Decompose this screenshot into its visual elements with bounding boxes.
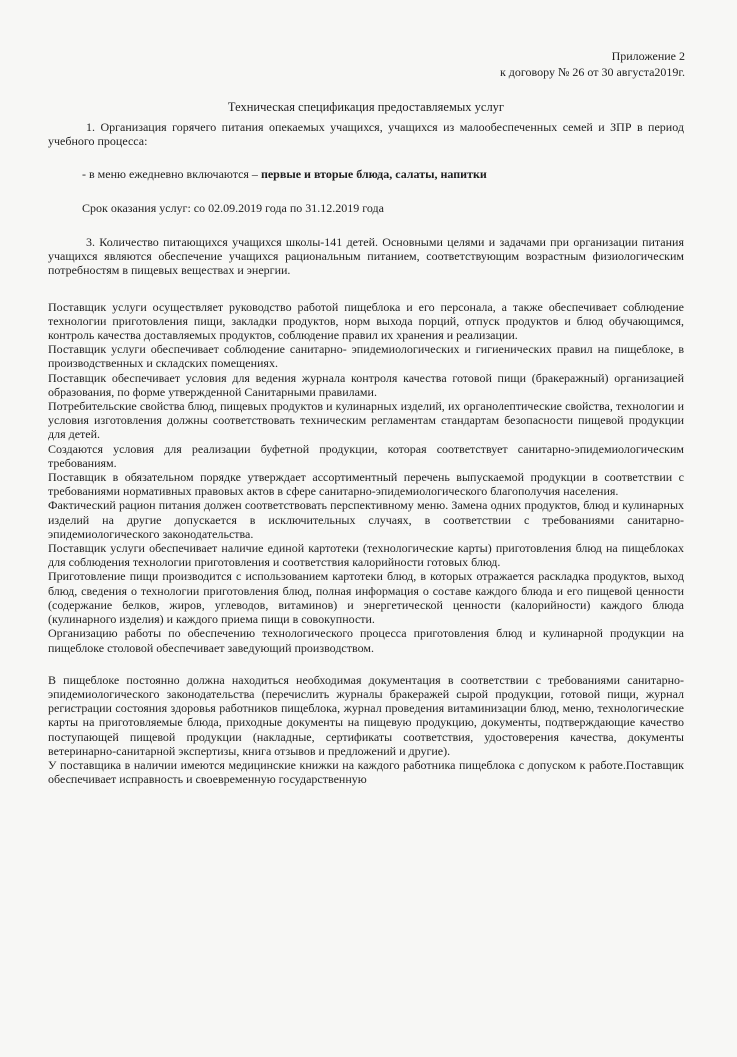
- service-term: Срок оказания услуг: со 02.09.2019 года по 31.12.2019 года: [82, 200, 384, 215]
- contract-reference: к договору № 26 от 30 августа2019г.: [499, 65, 685, 79]
- menu-line: [82, 167, 684, 181]
- document-title: Техническая спецификация предоставляемых услуг: [227, 100, 505, 114]
- paragraph: Поставщик услуги обеспечивает соблюдение санитарно- эпидемиологических и гигиенических правил на пищеблоке, в производственных и складских помещениях.: [48, 342, 684, 371]
- appendix-note: [500, 48, 685, 80]
- paragraph: В пищеблоке постоянно должна находиться необходимая документация в соответствии с требованиями санитарно-эпидемиологического законодательства (перечислить журналы бракеражей сырой продукции, готовой пищи, журнал регистрации состояния здоровья работников пищеблока, журнал проведения витаминизации блюд, меню, технологические карты на приготовляемые блюда, приходные документы на пищевую продукцию, документы, подтверждающие качество поступающей пищевой продукции (накладные, сертификаты соответствия, удостоверения качества, документы ветеринарно-санитарной экспертизы, книга отзывов и предложений и другие).: [48, 672, 684, 758]
- paragraph: Поставщик услуги обеспечивает наличие единой картотеки (технологические карты) приготовления блюд на пищеблоках для соблюдения технологии приготовления и соответствия калорийности готовых блюд.: [48, 541, 684, 570]
- appendix-number: Приложение 2: [611, 49, 685, 63]
- menu-items: первые и вторые блюда, салаты, напитки: [260, 166, 487, 181]
- document-body: [48, 100, 684, 786]
- paragraph: У поставщика в наличии имеются медицинские книжки на каждого работника пищеблока с допуском к работе.Поставщик обеспечивает исправность и своевременную государственную: [48, 757, 684, 787]
- section-1: 1. Организация горячего питания опекаемых учащихся, учащихся из малообеспеченных семей и ЗПР в период учебного процесса:: [48, 120, 684, 149]
- paragraph: Приготовление пищи производится с использованием картотеки блюд, в которых отражается раскладка продуктов, выход блюд, сведения о технологии приготовления блюд, полная информация о составе каждого блюда и его пищевой ценности (содержание белков, жиров, углеводов, витаминов) и энергетической ценности (калорийности) каждого блюда (кулинарного изделия) и каждого приема пищи в совокупности.: [48, 569, 684, 627]
- paragraph: Поставщик в обязательном порядке утверждает ассортиментный перечень выпускаемой продукции в соответствии с требованиями нормативных правовых актов в сфере санитарно-эпидемиологического благополучия населения.: [48, 470, 684, 499]
- menu-prefix: - в меню ежедневно включаются –: [82, 166, 261, 181]
- paragraph: Потребительские свойства блюд, пищевых продуктов и кулинарных изделий, их органолептические свойства, технологии и условия изготовления должны соответствовать техническим регламентам стандартам безопасности пищевой продукции для детей.: [48, 399, 684, 442]
- documentation-list: [48, 673, 684, 787]
- paragraph: Поставщик услуги осуществляет руководство работой пищеблока и его персонала, а также обеспечивает соблюдение технологии приготовления пищи, закладки продуктов, норм выхода порций, отпуск продуктов и блюд обучающимся, контроль качества доставляемых продуктов, соблюдение правил их хранения и реализации.: [48, 299, 684, 343]
- paragraph: Организацию работы по обеспечению технологического процесса приготовления блюд и кулинарной продукции на пищеблоке столовой обеспечивает заведующий производством.: [48, 626, 684, 655]
- paragraph: Создаются условия для реализации буфетной продукции, которая соответствует санитарно-эпидемиологическим требованиям.: [48, 441, 684, 470]
- section-3: 3. Количество питающихся учащихся школы-141 детей. Основными целями и задачами при организации питания учащихся являются обеспечение учащихся рациональным питанием, соответствующим возрастным физиологическим потребностям в пищевых веществах и энергии.: [48, 235, 684, 278]
- obligations-list: [48, 300, 684, 655]
- paragraph: Поставщик обеспечивает условия для ведения журнала контроля качества готовой пищи (бракеражный) организацией образования, по форме утвержденной Санитарными правилами.: [48, 370, 684, 399]
- paragraph: Фактический рацион питания должен соответствовать перспективному меню. Замена одних продуктов, блюд и кулинарных изделий на другие допускается в исключительных случаях, в соответствии с требованиями санитарно-эпидемиологического законодательства.: [48, 498, 684, 541]
